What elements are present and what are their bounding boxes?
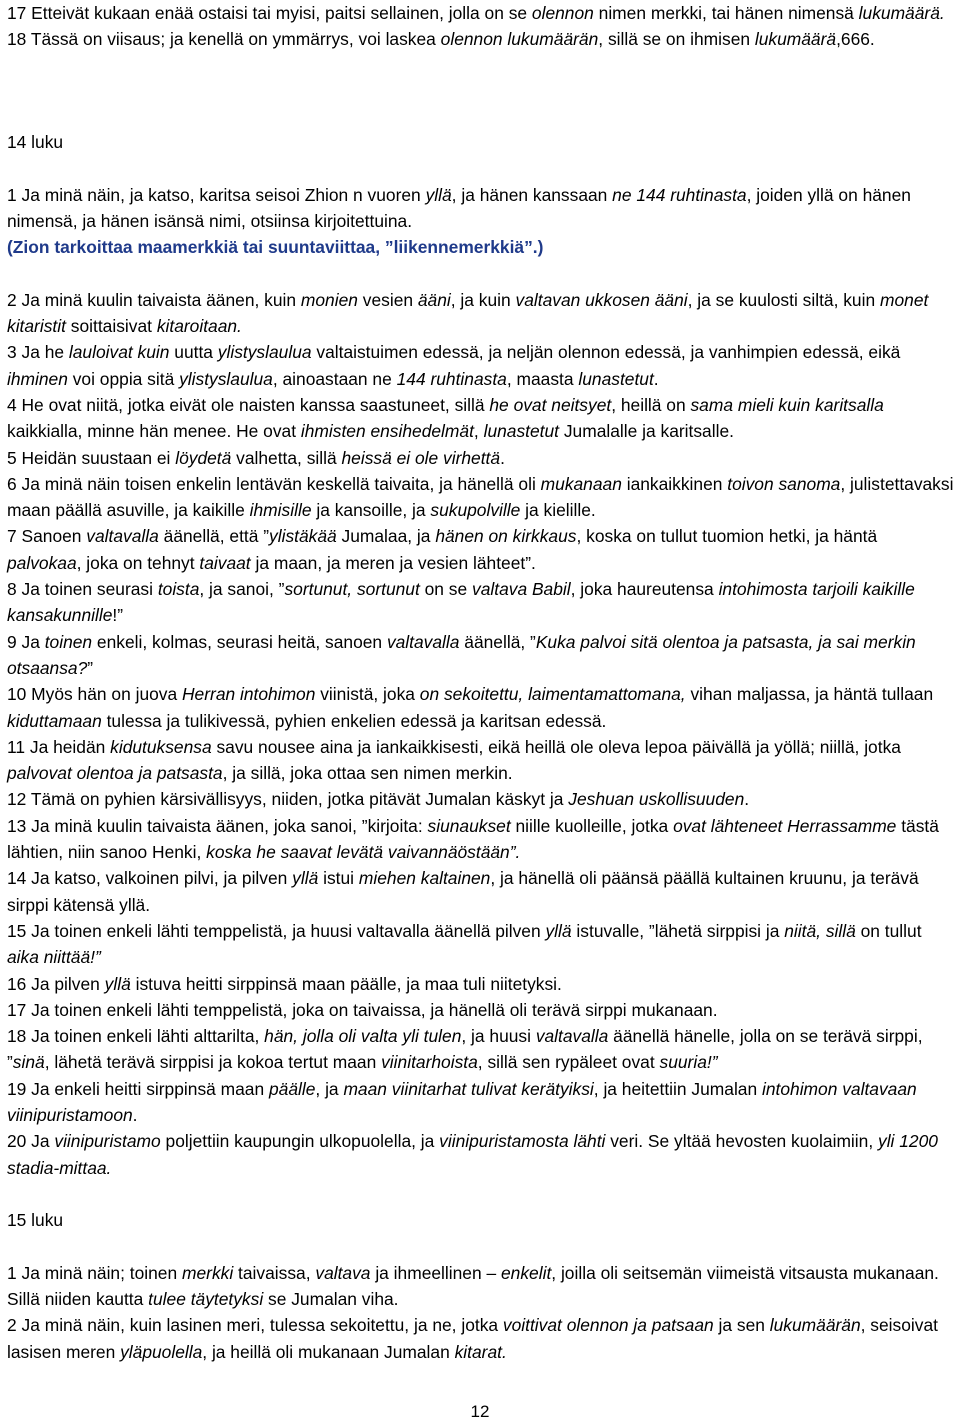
verse-emphasis: lukumäärän bbox=[769, 1315, 861, 1336]
verse-text: 18 Ja toinen enkeli lähti alttarilta, bbox=[7, 1026, 265, 1047]
verse-text: uutta bbox=[169, 342, 218, 363]
verse-text: 12 Tämä on pyhien kärsivällisyys, niiden, jotka pitävät Jumalan käskyt ja bbox=[7, 789, 569, 810]
verse-emphasis: ylistäkää bbox=[269, 526, 337, 547]
verse-emphasis: niitä, sillä bbox=[784, 920, 856, 941]
verse-emphasis: ihmisten ensihedelmät bbox=[300, 421, 474, 442]
verse-emphasis: kitarat. bbox=[454, 1341, 507, 1362]
verse-emphasis: hänen on kirkkaus bbox=[435, 526, 577, 547]
verse-emphasis: viinitarhoista bbox=[381, 1052, 478, 1073]
verse-text: ,666. bbox=[836, 29, 875, 50]
verse-emphasis: valtava Babil bbox=[472, 579, 571, 600]
verse-emphasis: päälle bbox=[268, 1078, 316, 1099]
verse-text: , ja sanoi, ” bbox=[199, 579, 285, 600]
verse-emphasis: Herran intohimon bbox=[182, 684, 316, 705]
verse bbox=[7, 971, 955, 997]
verse-emphasis: he ovat neitsyet bbox=[489, 394, 612, 415]
verse-text: , joka haureutensa bbox=[570, 579, 719, 600]
verse-text: enkeli, kolmas, seurasi heitä, sanoen bbox=[92, 631, 387, 652]
verse-emphasis: sama mieli kuin karitsalla bbox=[690, 394, 884, 415]
verse-emphasis: Jeshuan uskollisuuden bbox=[568, 789, 745, 810]
verse-emphasis: valtavalla bbox=[386, 631, 460, 652]
chapter-14 bbox=[7, 129, 955, 1365]
verse-text: 18 Tässä on viisaus; ja kenellä on ymmärrys, voi laskea bbox=[7, 29, 441, 50]
verse-text: ja kielille. bbox=[520, 500, 596, 521]
verse bbox=[7, 1128, 955, 1181]
verse-emphasis: ylistyslaulua bbox=[179, 368, 273, 389]
verse-text: , heillä on bbox=[611, 394, 691, 415]
verse-text: niille kuolleille, jotka bbox=[510, 815, 674, 836]
page-number: 12 bbox=[470, 1402, 490, 1421]
verse-text: , sillä sen rypäleet ovat bbox=[477, 1052, 660, 1073]
verse-emphasis: sukupolville bbox=[430, 500, 521, 521]
verse-text: viinistä, joka bbox=[315, 684, 420, 705]
verse-text: 13 Ja minä kuulin taivaista äänen, joka sanoi, ”kirjoita: bbox=[7, 815, 428, 836]
verse-emphasis: ihmisille bbox=[249, 500, 312, 521]
verse-text: voi oppia sitä bbox=[67, 368, 180, 389]
verse-text: ja kansoille, ja bbox=[311, 500, 431, 521]
verse-emphasis: yllä bbox=[425, 184, 452, 205]
verse-text: 9 Ja bbox=[7, 631, 45, 652]
verse-text: soittaisivat bbox=[65, 316, 157, 337]
verse-emphasis: ovat lähteneet Herrassamme bbox=[673, 815, 897, 836]
verse-emphasis: lauloivat kuin bbox=[68, 342, 170, 363]
verse-text: , lähetä terävä sirppisi ja kokoa tertut maan bbox=[44, 1052, 382, 1073]
verse-text: nimen merkki, tai hänen nimensä bbox=[593, 3, 859, 23]
verse-text: 16 Ja pilven bbox=[7, 973, 105, 994]
verse-emphasis: taivaat bbox=[199, 552, 251, 573]
verse-emphasis: yllä bbox=[545, 920, 572, 941]
verse-emphasis: yllä bbox=[104, 973, 131, 994]
verse-text: 5 Heidän suustaan ei bbox=[7, 447, 176, 468]
verse-text: , joka on tehnyt bbox=[76, 552, 200, 573]
verse-text: vihan maljassa, ja häntä tullaan bbox=[685, 684, 934, 705]
verse-text: Jumalaa, ja bbox=[336, 526, 436, 547]
verse-emphasis: merkki bbox=[182, 1262, 234, 1283]
verse bbox=[7, 471, 955, 524]
verse-text: . bbox=[744, 789, 750, 810]
verse-emphasis: monet kitaristit bbox=[7, 289, 929, 337]
verse-emphasis: monien bbox=[300, 289, 358, 310]
verse-emphasis: toinen bbox=[44, 631, 93, 652]
verse-text: , sillä se on ihmisen bbox=[598, 29, 755, 50]
verse-text: 15 Ja toinen enkeli lähti temppelistä, ja huusi valtavalla äänellä pilven bbox=[7, 920, 546, 941]
verse-text: , ja sillä, joka ottaa sen nimen merkin. bbox=[222, 763, 513, 784]
verse-emphasis: viinipuristamo bbox=[54, 1131, 161, 1152]
verse-text: 17 Ja toinen enkeli lähti temppelistä, joka on taivaissa, ja hänellä oli terävä sirppi mukanaan. bbox=[7, 999, 718, 1020]
verse-text: on se bbox=[419, 579, 473, 600]
verse-emphasis: yli 1200 stadia-mittaa. bbox=[7, 1131, 938, 1178]
verse bbox=[7, 0, 955, 26]
verse-emphasis: siunaukset bbox=[427, 815, 511, 836]
verse-text: 20 Ja bbox=[7, 1131, 55, 1152]
verse-text: 3 Ja he bbox=[7, 342, 69, 363]
chapter-14-verses bbox=[7, 287, 955, 1181]
verse-emphasis: lunastetut bbox=[483, 421, 560, 442]
verse-emphasis: palvovat olentoa ja patsasta bbox=[7, 763, 223, 784]
verse-text: Jumalalle ja karitsalle. bbox=[559, 421, 734, 442]
verse-text: äänellä, että ” bbox=[158, 526, 270, 547]
verse-emphasis: lukumäärä. bbox=[858, 3, 945, 23]
verse-emphasis: ylistyslaulua bbox=[217, 342, 312, 363]
verse-text: 2 Ja minä näin, kuin lasinen meri, tulessa sekoitettu, ja ne, jotka bbox=[7, 1315, 503, 1336]
verse-text: on tullut bbox=[855, 920, 922, 941]
verse-text: istui bbox=[318, 868, 359, 889]
verse-text: , bbox=[473, 421, 484, 442]
verse-text: 19 Ja enkeli heitti sirppinsä maan bbox=[7, 1078, 269, 1099]
verse-emphasis: valtavalla bbox=[535, 1026, 609, 1047]
verse bbox=[7, 734, 955, 787]
verse bbox=[7, 997, 955, 1023]
verse-emphasis: ne 144 ruhtinasta bbox=[612, 184, 747, 205]
verse-emphasis: mukanaan bbox=[540, 473, 622, 494]
verse-emphasis: kitaroitaan. bbox=[156, 316, 242, 337]
verse-emphasis: kiduttamaan bbox=[7, 710, 102, 731]
verse-emphasis: heissä ei ole virhettä bbox=[341, 447, 501, 468]
chapter-14-title: 14 luku bbox=[7, 132, 64, 152]
chapter-14-intro bbox=[7, 182, 955, 235]
verse-text: äänellä, ” bbox=[459, 631, 536, 652]
verse-text: 11 Ja heidän bbox=[7, 736, 111, 757]
verse-text: , ja heillä oli mukanaan Jumalan bbox=[202, 1341, 455, 1362]
verse-emphasis: sortunut, sortunut bbox=[284, 579, 420, 600]
verse-emphasis: ihminen bbox=[7, 368, 68, 389]
verse-emphasis: lukumäärä bbox=[754, 29, 837, 50]
verse-text: 17 Etteivät kukaan enää ostaisi tai myisi, paitsi sellainen, jolla on se bbox=[7, 3, 532, 23]
verse-text: tästä lähtien, niin sanoo Henki, bbox=[7, 815, 939, 863]
verse-text: kaikkialla, minne hän menee. He ovat bbox=[7, 421, 301, 442]
verse-text: , seisoivat lasisen meren bbox=[7, 1315, 938, 1362]
verse bbox=[7, 813, 955, 866]
verse bbox=[7, 681, 955, 734]
verse-text: , maasta bbox=[506, 368, 579, 389]
verse-emphasis: olennon lukumäärän bbox=[440, 29, 599, 50]
verse-text: 7 Sanoen bbox=[7, 526, 87, 547]
verse-text: , ja se kuulosti siltä, kuin bbox=[687, 289, 880, 310]
verse bbox=[7, 26, 955, 52]
verse-text: , joiden yllä on hänen nimensä, ja hänen isänsä nimi, otsiinsa kirjoitettuina. bbox=[7, 184, 911, 231]
verse-text: istuvalle, ”lähetä sirppisi ja bbox=[571, 920, 785, 941]
verse bbox=[7, 392, 955, 445]
verse-emphasis: kidutuksensa bbox=[110, 736, 212, 757]
verse bbox=[7, 287, 955, 340]
verse-text: savu nousee aina ja iankaikkisesti, eikä heillä ole oleva lepoa päivällä ja yöllä; niillä, jotka bbox=[211, 736, 901, 757]
verse-text: 1 Ja minä näin; toinen bbox=[7, 1262, 182, 1283]
verse-text: !” bbox=[112, 605, 124, 626]
verse bbox=[7, 865, 955, 918]
verse-text: taivaissa, bbox=[233, 1262, 316, 1283]
verse-text: vesien bbox=[357, 289, 418, 310]
verse bbox=[7, 1260, 955, 1313]
verse-text: valtaistuimen edessä, ja neljän olennon edessä, ja vanhimpien edessä, eikä bbox=[311, 342, 901, 363]
verse bbox=[7, 576, 955, 629]
verse-text: 14 Ja katso, valkoinen pilvi, ja pilven bbox=[7, 868, 293, 889]
verse-emphasis: aika niittää!” bbox=[7, 947, 101, 968]
verse-text: iankaikkinen bbox=[621, 473, 728, 494]
verse-text: , ja heitettiin Jumalan bbox=[593, 1078, 762, 1099]
verse-text: . bbox=[500, 447, 505, 468]
verse-text: , koska on tullut tuomion hetki, ja häntä bbox=[576, 526, 878, 547]
verse-text: istuva heitti sirppinsä maan päälle, ja maa tuli niitetyksi. bbox=[130, 973, 562, 994]
verse-emphasis: on sekoitettu, laimentamattomana, bbox=[419, 684, 686, 705]
zion-note: (Zion tarkoittaa maamerkkiä tai suuntaviittaa, ”liikennemerkkiä”.) bbox=[7, 237, 544, 258]
verse-emphasis: olennon bbox=[531, 3, 594, 23]
verse bbox=[7, 918, 955, 971]
verse-emphasis: ääni bbox=[417, 289, 451, 310]
verse bbox=[7, 786, 955, 812]
verse-text: valhetta, sillä bbox=[231, 447, 342, 468]
chapter-15-verses bbox=[7, 1260, 955, 1365]
verse-text: ja ihmeellinen – bbox=[370, 1262, 501, 1283]
verse-text: . bbox=[132, 1104, 138, 1125]
verse-emphasis: sinä bbox=[12, 1052, 45, 1073]
verse-emphasis: voittivat olennon ja patsaan bbox=[502, 1315, 714, 1336]
verse-text: , ja hänellä oli päänsä päällä kultainen kruunu, ja terävä sirppi kätensä yllä. bbox=[7, 868, 919, 915]
verse-text: 2 Ja minä kuulin taivaista äänen, kuin bbox=[7, 289, 301, 310]
top-verses bbox=[7, 0, 955, 53]
verse-emphasis: enkelit bbox=[501, 1262, 552, 1283]
verse-emphasis: löydetä bbox=[175, 447, 232, 468]
verse-emphasis: viinipuristamosta lähti bbox=[439, 1131, 606, 1152]
verse-emphasis: valtavan ukkosen ääni bbox=[515, 289, 688, 310]
verse-text: , julistettavaksi maan päällä asuville, ja kaikille bbox=[7, 473, 954, 521]
verse-text: se Jumalan viha. bbox=[263, 1289, 399, 1310]
verse-text: , ja hänen kanssaan bbox=[451, 184, 613, 205]
verse bbox=[7, 1023, 955, 1076]
verse-emphasis: hän, jolla oli valta yli tulen bbox=[264, 1026, 462, 1047]
verse-text: 4 He ovat niitä, jotka eivät ole naisten kanssa saastuneet, sillä bbox=[7, 394, 490, 415]
verse-emphasis: tulee täytetyksi bbox=[148, 1289, 264, 1310]
verse-emphasis: toivon sanoma bbox=[727, 473, 841, 494]
verse bbox=[7, 445, 955, 471]
verse bbox=[7, 523, 955, 576]
verse-emphasis: Kuka palvoi sitä olentoa ja patsasta, ja sai merkin otsaansa? bbox=[7, 631, 916, 678]
verse-emphasis: palvokaa bbox=[7, 552, 77, 573]
verse bbox=[7, 629, 955, 682]
verse-text: 8 Ja toinen seurasi bbox=[7, 579, 158, 600]
verse-text: poljettiin kaupungin ulkopuolella, ja bbox=[160, 1131, 440, 1152]
verse-text: ja maan, ja meren ja vesien lähteet”. bbox=[250, 552, 536, 573]
verse bbox=[7, 182, 955, 235]
verse-text: äänellä hänelle, jolla on se terävä sirppi, ” bbox=[7, 1026, 923, 1073]
verse-emphasis: 144 ruhtinasta bbox=[396, 368, 507, 389]
verse-emphasis: yllä bbox=[292, 868, 319, 889]
verse-emphasis: valtavalla bbox=[86, 526, 159, 547]
verse-text: , joilla oli seitsemän viimeistä vitsausta mukanaan. Sillä niiden kautta bbox=[7, 1262, 939, 1310]
verse-text: veri. Se yltää hevosten kuolaimiin, bbox=[605, 1131, 878, 1152]
verse-emphasis: lunastetut bbox=[578, 368, 654, 389]
verse-text: , ja bbox=[315, 1078, 344, 1099]
verse-text: , ainoastaan ne bbox=[272, 368, 397, 389]
verse-text: , ja kuin bbox=[450, 289, 516, 310]
verse-emphasis: valtava bbox=[315, 1262, 371, 1283]
verse-emphasis: intohimon valtavaan viinipuristamoon bbox=[7, 1078, 917, 1125]
chapter-15-title: 15 luku bbox=[7, 1210, 64, 1231]
verse-emphasis: suuria!” bbox=[659, 1052, 718, 1073]
verse-text: ” bbox=[87, 657, 94, 678]
verse-emphasis: yläpuolella bbox=[120, 1341, 203, 1362]
verse-text: 10 Myös hän on juova bbox=[7, 684, 182, 705]
verse-emphasis: toista bbox=[157, 579, 200, 600]
verse-text: 1 Ja minä näin, ja katso, karitsa seisoi Zhion n vuoren bbox=[7, 184, 426, 205]
verse-emphasis: miehen kaltainen bbox=[358, 868, 491, 889]
verse-emphasis: intohimosta tarjoili kaikille kansakunnille bbox=[7, 579, 915, 626]
verse-emphasis: maan viinitarhat tulivat kerätyiksi bbox=[343, 1078, 594, 1099]
verse-text: 6 Ja minä näin toisen enkelin lentävän keskellä taivaita, ja hänellä oli bbox=[7, 473, 541, 494]
verse bbox=[7, 1312, 955, 1365]
verse bbox=[7, 339, 955, 392]
verse-text: , ja huusi bbox=[461, 1026, 536, 1047]
verse-emphasis: koska he saavat levätä vaivannäöstään”. bbox=[206, 842, 521, 863]
verse-text: ja sen bbox=[713, 1315, 770, 1336]
verse-text: tulessa ja tulikivessä, pyhien enkelien edessä ja karitsan edessä. bbox=[101, 710, 607, 731]
verse-text: . bbox=[653, 368, 659, 389]
verse bbox=[7, 1076, 955, 1129]
